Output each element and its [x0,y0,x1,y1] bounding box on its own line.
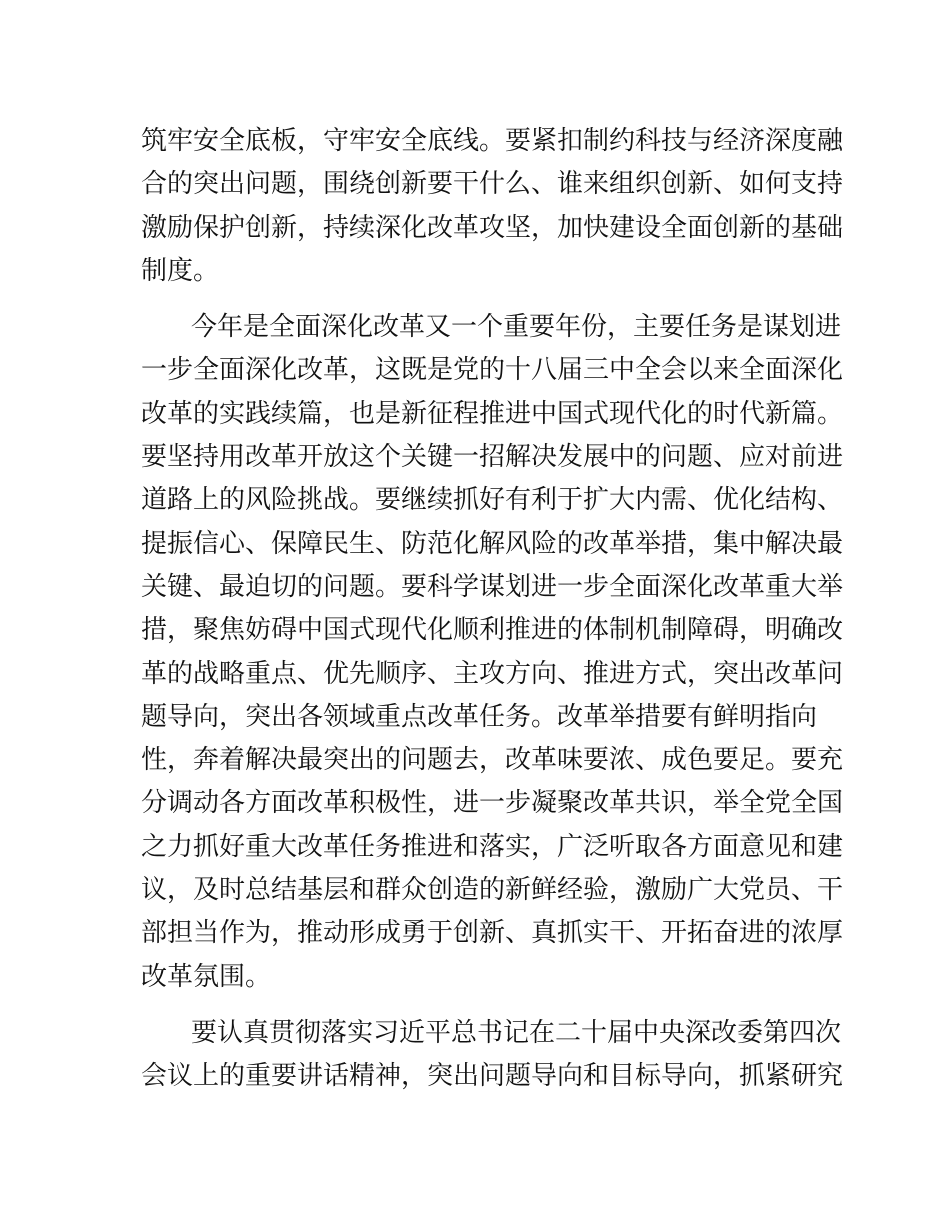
paragraph-line: 激励保护创新，持续深化改革攻坚，加快建设全面创新的基础 [141,212,844,243]
paragraph-line: 今年是全面深化改革又一个重要年份，主要任务是谋划进 [191,312,842,343]
paragraph-line: 会议上的重要讲话精神，突出问题导向和目标导向，抓紧研究 [141,1061,844,1092]
paragraph-line: 提振信心、保障民生、防范化解风险的改革举措，集中解决最 [141,528,844,559]
paragraph-spacer [141,293,811,306]
paragraph-line: 题导向，突出各领域重点改革任务。改革举措要有鲜明指向 [141,701,818,732]
paragraph-2 [141,306,844,999]
paragraph-spacer [141,999,811,1012]
paragraph-line: 制度。 [141,255,220,286]
paragraph-line: 道路上的风险挑战。要继续抓好有利于扩大内需、优化结构、 [141,485,844,516]
paragraph-line: 革的战略重点、优先顺序、主攻方向、推进方式，突出改革问 [141,658,844,689]
paragraph-line: 措，聚焦妨碍中国式现代化顺利推进的体制机制障碍，明确改 [141,615,844,646]
paragraph-line: 分调动各方面改革积极性，进一步凝聚改革共识，举全党全国 [141,788,844,819]
paragraph-line: 要认真贯彻落实习近平总书记在二十届中央深改委第四次 [191,1017,842,1048]
paragraph-1 [141,120,844,293]
paragraph-line: 议，及时总结基层和群众创造的新鲜经验，激励广大党员、干 [141,875,844,906]
paragraph-line: 部担当作为，推动形成勇于创新、真抓实干、开拓奋进的浓厚 [141,918,844,949]
paragraph-line: 筑牢安全底板，守牢安全底线。要紧扣制约科技与经济深度融 [141,126,844,156]
paragraph-line: 合的突出问题，围绕创新要干什么、谁来组织创新、如何支持 [141,169,844,200]
document-body [141,120,844,1099]
paragraph-line: 之力抓好重大改革任务推进和落实，广泛听取各方面意见和建 [141,831,844,862]
paragraph-line: 改革氛围。 [141,961,272,992]
paragraph-3 [141,1012,844,1099]
paragraph-line: 性，奔着解决最突出的问题去，改革味要浓、成色要足。要充 [141,745,844,776]
paragraph-line: 一步全面深化改革，这既是党的十八届三中全会以来全面深化 [141,355,844,386]
paragraph-line: 要坚持用改革开放这个关键一招解决发展中的问题、应对前进 [141,442,844,473]
paragraph-line: 改革的实践续篇，也是新征程推进中国式现代化的时代新篇。 [141,398,844,429]
paragraph-line: 关键、最迫切的问题。要科学谋划进一步全面深化改革重大举 [141,571,844,602]
